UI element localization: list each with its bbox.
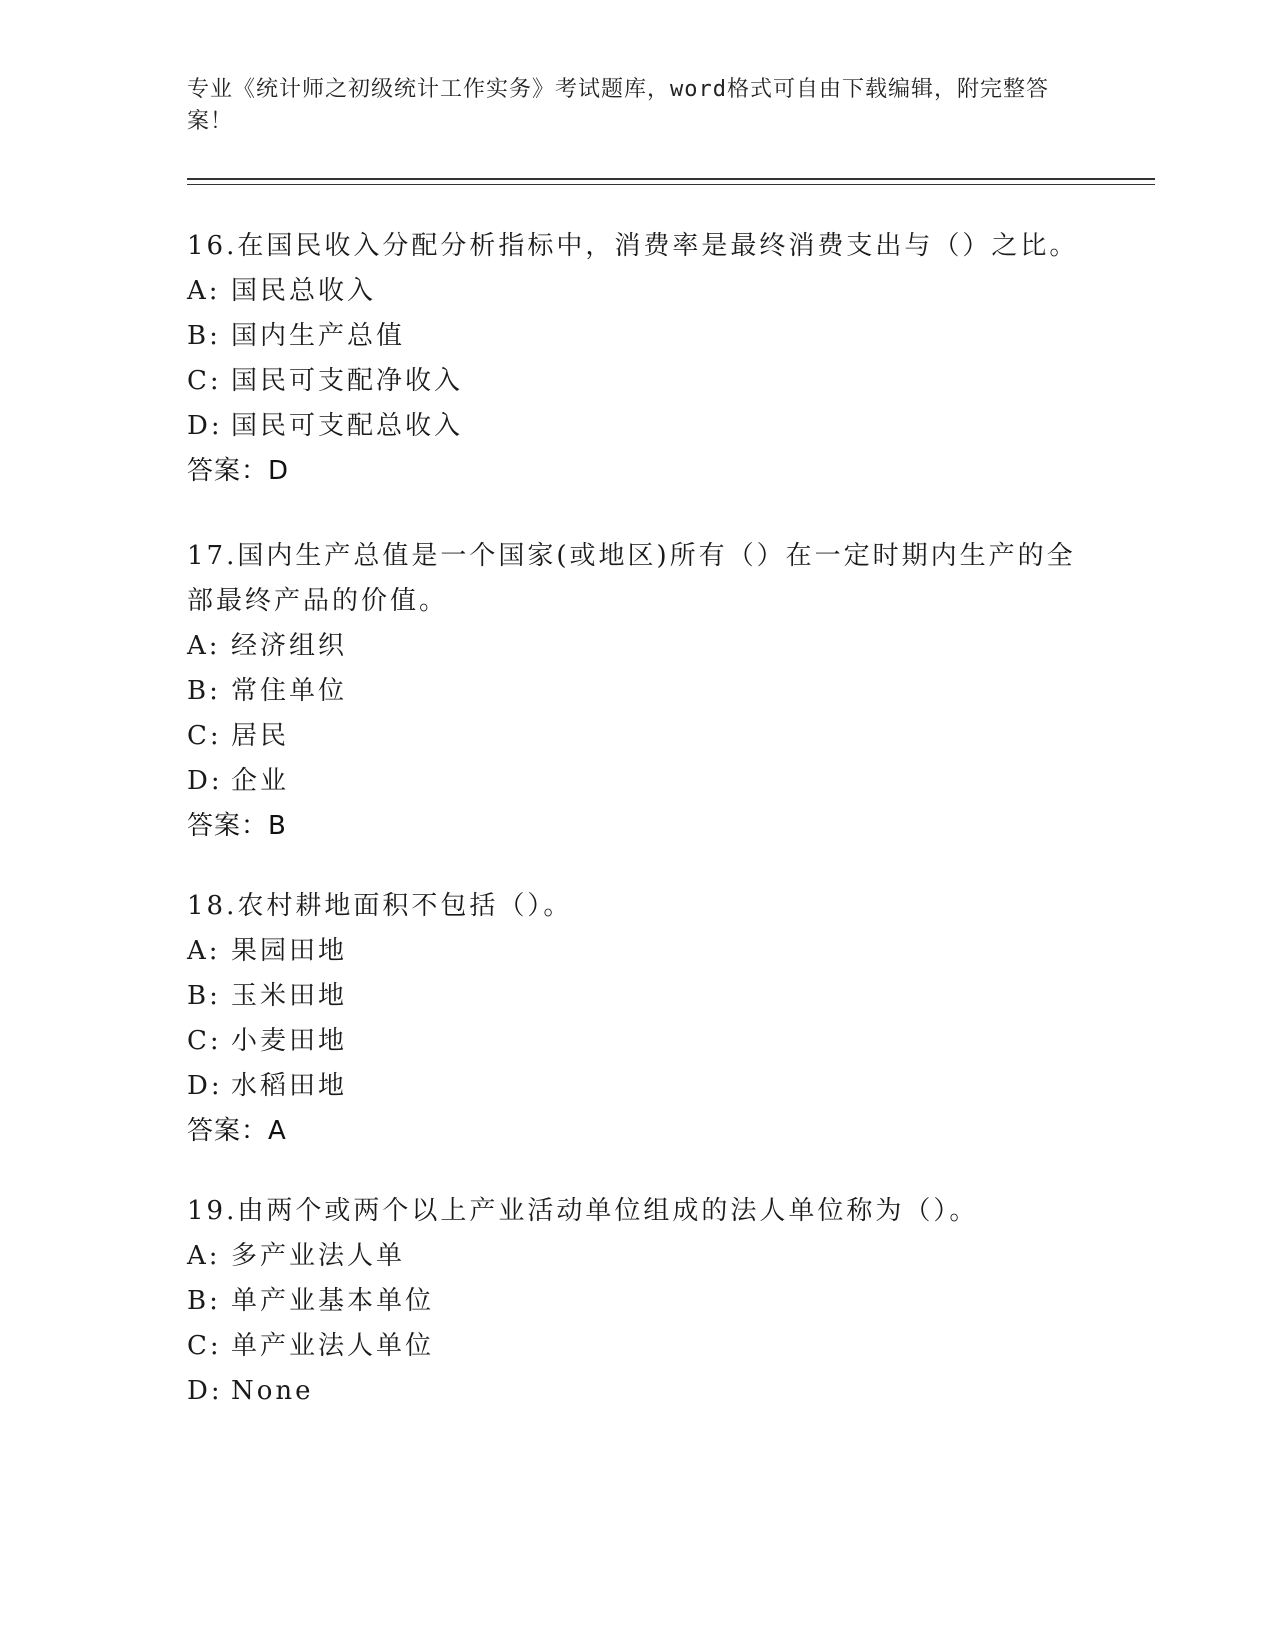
header-divider-thin (187, 184, 1155, 185)
option-text: 玉米田地 (231, 981, 348, 1011)
option-b (187, 314, 1087, 359)
header-note: 专业《统计师之初级统计工作实务》考试题库，word格式可自由下载编辑，附完整答案！ (187, 77, 1049, 134)
option-letter: C: (187, 366, 222, 396)
option-text: 单产业基本单位 (231, 1286, 435, 1316)
option-c (187, 359, 1087, 404)
question-16 (187, 224, 1087, 494)
option-letter: A: (187, 1241, 221, 1271)
question-stem: 19.由两个或两个以上产业活动单位组成的法人单位称为（）。 (187, 1196, 979, 1226)
option-c (187, 1019, 1087, 1064)
option-letter: C: (187, 1331, 222, 1361)
option-letter: D: (187, 1376, 223, 1406)
question-stem: 16.在国民收入分配分析指标中，消费率是最终消费支出与（）之比。 (187, 231, 1079, 261)
option-text: 水稻田地 (231, 1071, 348, 1101)
option-a (187, 269, 1087, 314)
option-letter: A: (187, 936, 221, 966)
option-letter: A: (187, 276, 221, 306)
option-text: 常住单位 (231, 676, 348, 706)
option-d (187, 759, 1087, 804)
option-letter: B: (187, 981, 221, 1011)
option-text: 居民 (231, 721, 290, 751)
option-text: 多产业法人单 (231, 1241, 406, 1271)
answer-label: 答案：A (187, 1116, 287, 1146)
option-letter: B: (187, 321, 221, 351)
option-text: None (231, 1376, 314, 1406)
answer-label: 答案：B (187, 811, 287, 841)
option-letter: D: (187, 1071, 223, 1101)
option-text: 单产业法人单位 (231, 1331, 435, 1361)
option-d (187, 1369, 1087, 1414)
option-letter: C: (187, 1026, 222, 1056)
answer-label: 答案：D (187, 456, 290, 486)
option-a (187, 624, 1087, 669)
option-c (187, 1324, 1087, 1369)
option-text: 果园田地 (231, 936, 348, 966)
option-letter: B: (187, 676, 221, 706)
option-letter: B: (187, 1286, 221, 1316)
question-stem: 17.国内生产总值是一个国家(或地区)所有（）在一定时期内生产的全部最终产品的价值。 (187, 541, 1076, 616)
option-b (187, 1279, 1087, 1324)
option-letter: A: (187, 631, 221, 661)
option-text: 企业 (231, 766, 290, 796)
option-letter: D: (187, 766, 223, 796)
option-b (187, 669, 1087, 714)
option-text: 国民总收入 (231, 276, 377, 306)
option-c (187, 714, 1087, 759)
option-text: 国民可支配总收入 (231, 411, 464, 441)
option-letter: C: (187, 721, 222, 751)
option-d (187, 1064, 1087, 1109)
option-text: 经济组织 (231, 631, 348, 661)
option-a (187, 1234, 1087, 1279)
question-stem: 18.农村耕地面积不包括（）。 (187, 891, 573, 921)
option-a (187, 929, 1087, 974)
option-letter: D: (187, 411, 223, 441)
option-d (187, 404, 1087, 449)
question-17 (187, 534, 1087, 849)
option-text: 国民可支配净收入 (231, 366, 464, 396)
option-b (187, 974, 1087, 1019)
option-text: 小麦田地 (231, 1026, 348, 1056)
option-text: 国内生产总值 (231, 321, 406, 351)
question-19 (187, 1189, 1087, 1414)
question-18 (187, 884, 1087, 1154)
header-divider-thick (187, 178, 1155, 180)
